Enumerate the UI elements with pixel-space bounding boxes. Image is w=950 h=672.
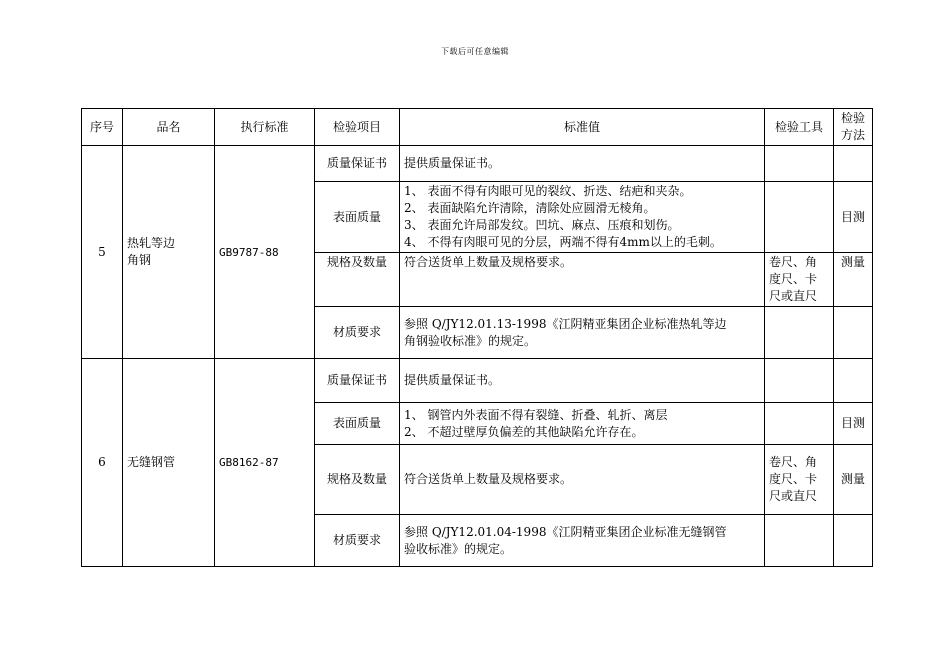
product-name-line: 热轧等边 [127, 236, 176, 250]
value-cell [400, 403, 765, 445]
value-cell [400, 515, 765, 567]
value-cell [400, 359, 765, 403]
header-value: 标准值 [400, 109, 765, 146]
header-method [834, 109, 873, 146]
method-cell: 目测 [834, 182, 873, 253]
standard-cell: GB9787-88 [215, 146, 315, 359]
tool-cell [765, 253, 834, 307]
tool-cell [765, 445, 834, 515]
value-cell [400, 253, 765, 307]
method-cell: 测量 [834, 445, 873, 515]
product-name-cell [123, 146, 215, 359]
value-line: 参照 Q/JY12.01.04-1998《江阴精亚集团企业标准无缝钢管 [404, 524, 727, 539]
value-line: 符合送货单上数量及规格要求。 [404, 255, 573, 269]
tool-cell [765, 515, 834, 567]
tool-line: 度尺、卡 [769, 472, 818, 486]
value-line: 参照 Q/JY12.01.13-1998《江阴精亚集团企业标准热轧等边 [404, 316, 727, 331]
value-line: 提供质量保证书。 [404, 373, 501, 387]
header-seq: 序号 [82, 109, 123, 146]
method-cell [834, 515, 873, 567]
tool-line: 尺或直尺 [769, 489, 818, 503]
value-cell [400, 307, 765, 359]
value-cell [400, 182, 765, 253]
value-line: 提供质量保证书。 [404, 156, 501, 170]
item-cell: 表面质量 [315, 182, 400, 253]
seq-cell: 6 [82, 359, 123, 567]
table-row [82, 359, 873, 403]
value-cell [400, 445, 765, 515]
value-line: 4、 不得有肉眼可见的分层，两端不得有4mm以上的毛刺。 [404, 235, 722, 249]
value-cell [400, 146, 765, 182]
header-method-line: 方法 [840, 128, 865, 142]
header-method-line: 检验 [840, 111, 865, 125]
tool-cell [765, 307, 834, 359]
method-cell: 测量 [834, 253, 873, 307]
value-line: 验收标准》的规定。 [404, 541, 513, 556]
value-line: 2、 不超过壁厚负偏差的其他缺陷允许存在。 [404, 424, 644, 439]
value-line: 符合送货单上数量及规格要求。 [404, 472, 573, 486]
value-line: 2、 表面缺陷允许清除，清除处应圆滑无棱角。 [404, 201, 656, 215]
item-cell: 表面质量 [315, 403, 400, 445]
item-cell: 材质要求 [315, 515, 400, 567]
header-name: 品名 [123, 109, 215, 146]
value-line: 1、 表面不得有肉眼可见的裂纹、折迭、结疤和夹杂。 [404, 184, 692, 198]
header-note: 下载后可任意编辑 [441, 47, 509, 56]
inspection-table [81, 108, 873, 567]
method-cell [834, 359, 873, 403]
item-cell: 质量保证书 [315, 146, 400, 182]
value-line: 1、 钢管内外表面不得有裂缝、折叠、轧折、离层 [404, 407, 668, 422]
tool-line: 度尺、卡 [769, 272, 818, 286]
value-line: 3、 表面允许局部发纹。凹坑、麻点、压痕和划伤。 [404, 218, 680, 232]
method-cell [834, 307, 873, 359]
table-header-row [82, 109, 873, 146]
product-name-line: 角钢 [127, 253, 152, 267]
tool-line: 卷尺、角 [769, 255, 818, 269]
standard-cell: GB8162-87 [215, 359, 315, 567]
method-cell [834, 146, 873, 182]
item-cell: 材质要求 [315, 307, 400, 359]
method-cell: 目测 [834, 403, 873, 445]
item-cell: 质量保证书 [315, 359, 400, 403]
tool-cell [765, 359, 834, 403]
header-item: 检验项目 [315, 109, 400, 146]
table-row [82, 146, 873, 182]
tool-cell [765, 182, 834, 253]
header-tool: 检验工具 [765, 109, 834, 146]
product-name-cell: 无缝钢管 [123, 359, 215, 567]
item-cell: 规格及数量 [315, 445, 400, 515]
seq-cell: 5 [82, 146, 123, 359]
header-standard: 执行标准 [215, 109, 315, 146]
tool-line: 卷尺、角 [769, 455, 818, 469]
tool-cell [765, 403, 834, 445]
tool-cell [765, 146, 834, 182]
item-cell: 规格及数量 [315, 253, 400, 307]
tool-line: 尺或直尺 [769, 289, 818, 303]
value-line: 角钢验收标准》的规定。 [404, 333, 537, 348]
